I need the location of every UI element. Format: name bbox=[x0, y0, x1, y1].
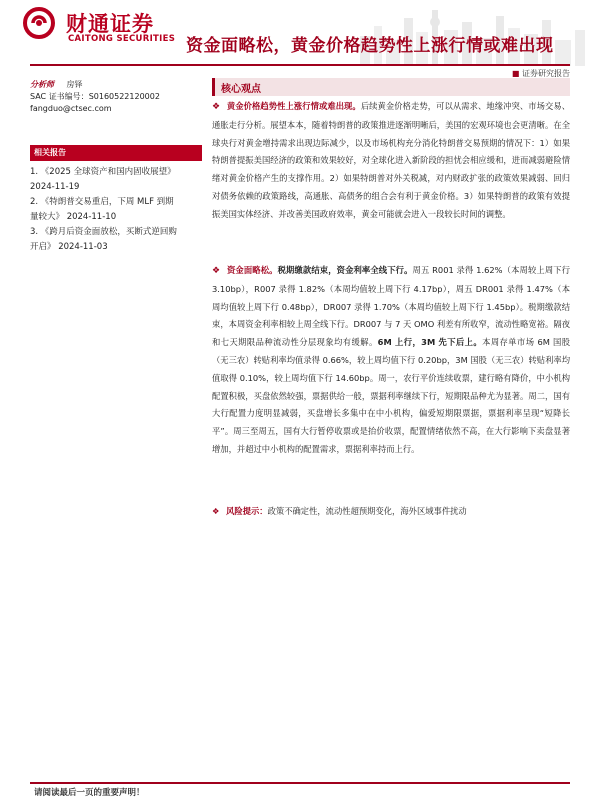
related-report-title: 3. 《跨月后资金面放松，买断式逆回购 bbox=[30, 227, 177, 237]
paragraph-liquidity bbox=[212, 262, 570, 459]
analyst-line bbox=[30, 78, 202, 91]
related-report-item[interactable] bbox=[30, 195, 202, 225]
sac-label: SAC 证书编号： bbox=[30, 92, 89, 101]
gold-highlight: 黄金价格趋势性上涨行情或难出现。 bbox=[226, 101, 361, 111]
page-header bbox=[0, 0, 600, 66]
related-report-date: 开启》 2024-11-03 bbox=[30, 242, 108, 252]
related-report-title: 1. 《2025 全球资产和国内固收展望》 bbox=[30, 167, 176, 177]
disclaimer-notice: 请阅读最后一页的重要声明！ bbox=[34, 788, 145, 798]
gold-text: 后续黄金价格走势，可以从需求、地缘冲突、市场交易、通胀走行分析。展望本本，随着特朗普的政策推进逐渐明晰后，美国的宏观环境也会更清晰。在全球央行对黄金增持需求出现边际减少，以及市场机构充分消化特朗普交易预期的情况下：1）如果特朗普提振美国经济的政策和效果较好，对全球化进入新阶段的担忧会相应缓和，进而减弱避险情绪对黄金价格产生的支撑作用。2）如果特朗普对外关税减，对内财政扩张的政策效果减弱、回归对债务依赖的政策路线，高通胀、高债务的组合会有利于黄金价格。3）如果特朗普的政策有效提振美国实体经济、并改善美国政府效率，黄金可能就会进入一段较长时间的调整。 bbox=[212, 101, 570, 219]
liquidity-highlight: 资金面略松。 bbox=[227, 265, 278, 275]
diamond-bullet-icon: ❖ bbox=[212, 102, 221, 112]
sac-line bbox=[30, 91, 202, 103]
related-report-item[interactable] bbox=[30, 225, 202, 255]
related-reports-list bbox=[30, 165, 202, 255]
liquidity-emphasis-2: 6M 上行，3M 先下后上。 bbox=[377, 337, 483, 348]
liquidity-emphasis-1: 税期缴款结束，资金利率全线下行。 bbox=[277, 265, 413, 275]
analyst-email[interactable]: fangduo@ctsec.com bbox=[30, 104, 112, 113]
analyst-role: 分析师 bbox=[30, 80, 54, 89]
header-rule bbox=[30, 64, 570, 66]
liquidity-text-2: 本周存单市场 6M 国股（无三农）转贴利率均值录得 0.66%，较上周均值下行 0.20bp，3M 国股（无三农）转贴利率均值取得 0.10%，较上周均值下行 14.60bp。周一，农行平价连续收票，建行略有降价，中小机构配置积极，买盘依然较强，票据供给一般，票据利率继续下行，短期限品种尤为显著。周二，国有大行配置力度明显减弱，买盘增长多集中在中小机构，偏爱短期限票据，票据利率呈现“短降长平”。周三至周五，国有大行暂停收票或是抬价收票，配置情绪依然不高，在大行影响下卖盘显著增加，并超过中小机构的配置需求，票据利率持而上行。 bbox=[212, 337, 570, 454]
core-view-title: 核心观点 bbox=[221, 84, 261, 95]
diamond-bullet-icon: ❖ bbox=[212, 506, 220, 516]
paragraph-gold bbox=[212, 98, 570, 224]
caitong-logo-icon bbox=[22, 6, 64, 40]
related-reports-heading: 相关报告 bbox=[30, 145, 202, 161]
related-report-date: 量较大》 2024-11-10 bbox=[30, 212, 117, 222]
sac-number: S0160522120002 bbox=[88, 92, 160, 101]
sidebar bbox=[30, 78, 202, 255]
related-report-item[interactable] bbox=[30, 165, 202, 195]
report-title: 资金面略松，黄金价格趋势性上涨行情或难出现 bbox=[186, 36, 554, 56]
brand-name-en: CAITONG SECURITIES bbox=[68, 34, 176, 44]
report-type-label: 证券研究报告 bbox=[522, 69, 570, 78]
report-type-tag: ■ 证券研究报告 bbox=[511, 69, 570, 78]
analyst-name: 房铎 bbox=[66, 80, 83, 89]
risk-label: 风险提示： bbox=[226, 506, 268, 516]
brand-name-cn: 财通证券 bbox=[66, 12, 154, 36]
related-report-date: 2024-11-19 bbox=[30, 182, 80, 192]
liquidity-text-1: 周五 R001 录得 1.62%（本周较上周下行 3.10bp），R007 录得 1.82%（本周均值较上周下行 4.17bp），周五 DR001 录得 1.47%（本周均值较上周下行 0.48bp），DR007 录得 1.70%（本周均值较上周下行 1.45bp）。税期缴款结束，本周资金利率相较上周全线下行。DR007 与 7 天 OMO 利差有所收窄，流动性略宽裕。隔夜和七天期限品种流动性分层现象均有缓解。 bbox=[212, 265, 570, 348]
related-report-title: 2. 《特朗普交易重启，下周 MLF 到期 bbox=[30, 197, 174, 207]
core-view-header bbox=[212, 78, 570, 96]
risk-warning bbox=[212, 504, 570, 518]
diamond-bullet-icon: ❖ bbox=[212, 266, 221, 276]
risk-text: 政策不确定性，流动性超预期变化，海外区域事件扰动 bbox=[267, 506, 467, 516]
footer-rule bbox=[30, 782, 570, 784]
